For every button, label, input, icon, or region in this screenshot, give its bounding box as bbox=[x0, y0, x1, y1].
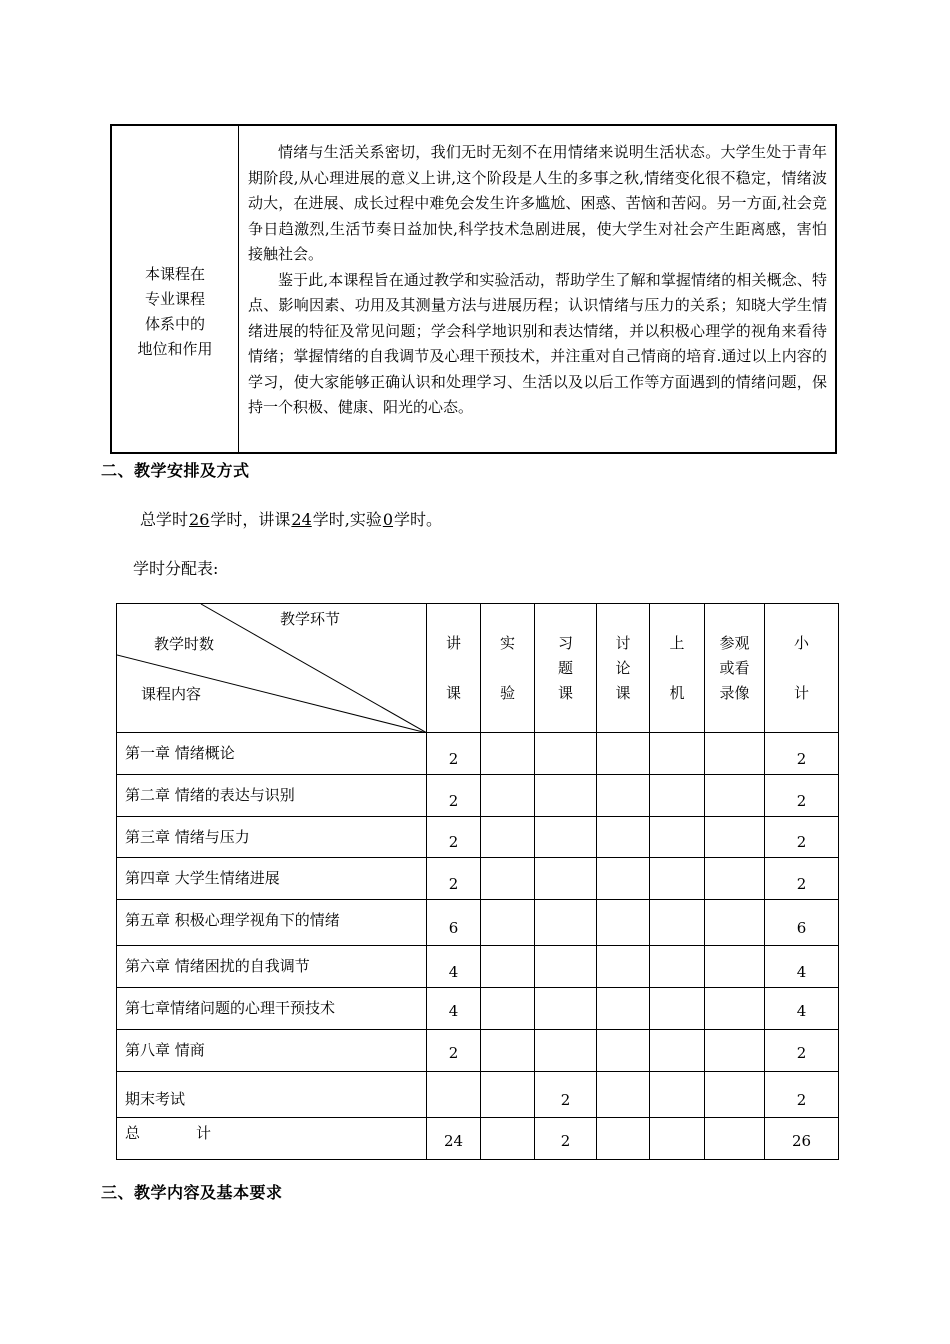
hours-cell bbox=[481, 988, 535, 1030]
header-exercise: 习 题 课 bbox=[535, 604, 597, 733]
header-subtotal: 小 计 bbox=[765, 604, 839, 733]
hours-cell bbox=[650, 1030, 705, 1072]
lecture-hours-value: 24 bbox=[291, 510, 312, 529]
position-label bbox=[112, 262, 238, 362]
section-3-heading: 三、教学内容及基本要求 bbox=[101, 1183, 283, 1202]
diagonal-corner-cell bbox=[117, 604, 427, 733]
hours-cell: 2 bbox=[765, 733, 839, 775]
course-position-box bbox=[110, 124, 837, 454]
hours-cell bbox=[481, 733, 535, 775]
hours-cell bbox=[481, 817, 535, 858]
header-visit-video: 参观 或看 录像 bbox=[705, 604, 765, 733]
hours-cell: 2 bbox=[765, 1030, 839, 1072]
hours-cell bbox=[597, 946, 650, 988]
table-row bbox=[117, 900, 839, 946]
hours-cell bbox=[597, 775, 650, 817]
hours-cell: 2 bbox=[535, 1072, 597, 1118]
hours-cell bbox=[705, 733, 765, 775]
position-paragraph-2: 鉴于此,本课程旨在通过教学和实验活动，帮助学生了解和掌握情绪的相关概念、特点、影响因素、功用及其测量方法与进展历程；认识情绪与压力的关系；知晓大学生情绪进展的特征及常见问题；学会科学地识别和表达情绪，并以积极心理学的视角来看待情绪；掌握情绪的自我调节及心理干预技术，并注重对自己情商的培育.通过以上内容的学习，使大家能够正确认识和处理学习、生活以及以后工作等方面遇到的情绪问题，保持一个积极、健康、阳光的心态。 bbox=[248, 270, 827, 416]
hours-cell bbox=[535, 900, 597, 946]
total-cell bbox=[597, 1118, 650, 1160]
hours-cell: 2 bbox=[427, 858, 481, 900]
hours-cell bbox=[535, 775, 597, 817]
hours-mid-1: 学时，讲课 bbox=[210, 510, 291, 529]
hours-cell: 2 bbox=[765, 858, 839, 900]
position-paragraph-1: 情绪与生活关系密切，我们无时无刻不在用情绪来说明生活状态。大学生处于青年期阶段,从心理进展的意义上讲,这个阶段是人生的多事之秋,情绪变化很不稳定，情绪波动大，在进展、成长过程中难免会发生许多尴尬、困惑、苦恼和苦闷。另一方面,社会竞争日趋激烈,生活节奏日益加快,科学技术急剧进展，使大学生对社会产生距离感，害怕接触社会。 bbox=[248, 143, 827, 263]
hours-cell bbox=[650, 1072, 705, 1118]
table-row bbox=[117, 988, 839, 1030]
table-row bbox=[117, 733, 839, 775]
hours-cell: 4 bbox=[765, 946, 839, 988]
table-total-row bbox=[117, 1118, 839, 1160]
total-label-cell bbox=[117, 1118, 427, 1160]
total-hours-value: 26 bbox=[189, 510, 210, 529]
hours-cell: 4 bbox=[427, 946, 481, 988]
hours-cell bbox=[535, 858, 597, 900]
hours-cell: 2 bbox=[427, 775, 481, 817]
hours-cell bbox=[535, 733, 597, 775]
hours-prefix: 总学时 bbox=[140, 510, 189, 529]
header-computer: 上 机 bbox=[650, 604, 705, 733]
chapter-cell: 第六章 情绪困扰的自我调节 bbox=[117, 946, 427, 988]
hours-cell: 2 bbox=[765, 817, 839, 858]
hours-cell bbox=[650, 733, 705, 775]
header-lecture: 讲 课 bbox=[427, 604, 481, 733]
position-label-line: 专业课程 bbox=[144, 289, 205, 308]
hours-cell bbox=[650, 775, 705, 817]
total-cell bbox=[650, 1118, 705, 1160]
hours-cell bbox=[705, 1072, 765, 1118]
hours-cell bbox=[650, 858, 705, 900]
corner-label-teaching-hours: 教学时数 bbox=[154, 635, 215, 653]
hours-cell bbox=[535, 946, 597, 988]
hours-cell: 2 bbox=[427, 817, 481, 858]
corner-label-teaching-step: 教学环节 bbox=[280, 610, 341, 628]
position-label-cell bbox=[112, 126, 239, 452]
hours-cell bbox=[535, 988, 597, 1030]
table-row bbox=[117, 817, 839, 858]
hours-cell: 2 bbox=[427, 733, 481, 775]
table-row bbox=[117, 1072, 839, 1118]
position-label-line: 本课程在 bbox=[144, 264, 205, 283]
hours-cell: 2 bbox=[765, 775, 839, 817]
hours-cell bbox=[597, 858, 650, 900]
chapter-cell: 第二章 情绪的表达与识别 bbox=[117, 775, 427, 817]
hours-cell bbox=[705, 946, 765, 988]
hours-cell bbox=[597, 988, 650, 1030]
distribution-table-caption: 学时分配表: bbox=[133, 559, 219, 578]
hours-cell bbox=[705, 775, 765, 817]
total-label-a: 总 bbox=[125, 1124, 141, 1142]
hours-cell bbox=[427, 1072, 481, 1118]
hours-cell bbox=[705, 858, 765, 900]
position-label-line: 地位和作用 bbox=[137, 339, 213, 358]
total-cell: 26 bbox=[765, 1118, 839, 1160]
total-cell bbox=[481, 1118, 535, 1160]
hours-cell: 2 bbox=[765, 1072, 839, 1118]
hours-cell bbox=[597, 1072, 650, 1118]
hours-cell bbox=[597, 900, 650, 946]
chapter-cell: 第八章 情商 bbox=[117, 1030, 427, 1072]
table-row bbox=[117, 946, 839, 988]
hours-cell bbox=[650, 900, 705, 946]
hours-cell bbox=[481, 775, 535, 817]
total-cell bbox=[705, 1118, 765, 1160]
total-hours-line bbox=[140, 507, 442, 530]
hours-distribution-table bbox=[116, 603, 839, 1160]
hours-cell bbox=[481, 858, 535, 900]
position-text-cell bbox=[239, 126, 835, 452]
hours-cell bbox=[650, 988, 705, 1030]
total-label-b: 计 bbox=[196, 1124, 212, 1142]
hours-cell bbox=[481, 900, 535, 946]
table-row bbox=[117, 1030, 839, 1072]
hours-cell: 2 bbox=[427, 1030, 481, 1072]
lab-hours-value: 0 bbox=[382, 510, 394, 529]
hours-cell: 6 bbox=[427, 900, 481, 946]
hours-cell: 4 bbox=[427, 988, 481, 1030]
chapter-cell: 第五章 积极心理学视角下的情绪 bbox=[117, 900, 427, 946]
hours-cell bbox=[705, 1030, 765, 1072]
chapter-cell: 第三章 情绪与压力 bbox=[117, 817, 427, 858]
hours-cell bbox=[597, 733, 650, 775]
total-cell: 24 bbox=[427, 1118, 481, 1160]
hours-cell bbox=[481, 1030, 535, 1072]
hours-cell bbox=[481, 1072, 535, 1118]
hours-cell bbox=[705, 817, 765, 858]
chapter-cell: 第七章情绪问题的心理干预技术 bbox=[117, 988, 427, 1030]
hours-cell bbox=[481, 946, 535, 988]
hours-cell bbox=[597, 817, 650, 858]
hours-suffix: 学时。 bbox=[394, 510, 443, 529]
chapter-cell: 期末考试 bbox=[117, 1072, 427, 1118]
corner-label-course-content: 课程内容 bbox=[141, 685, 202, 703]
hours-cell bbox=[535, 817, 597, 858]
total-cell: 2 bbox=[535, 1118, 597, 1160]
hours-cell bbox=[535, 1030, 597, 1072]
table-row bbox=[117, 858, 839, 900]
hours-cell bbox=[597, 1030, 650, 1072]
position-label-line: 体系中的 bbox=[144, 314, 205, 333]
hours-cell: 4 bbox=[765, 988, 839, 1030]
header-discussion: 讨 论 课 bbox=[597, 604, 650, 733]
hours-cell bbox=[705, 900, 765, 946]
hours-cell bbox=[650, 946, 705, 988]
table-header-row bbox=[117, 604, 839, 733]
corner-diagonal-lines bbox=[117, 604, 427, 733]
hours-cell bbox=[705, 988, 765, 1030]
chapter-cell: 第四章 大学生情绪进展 bbox=[117, 858, 427, 900]
hours-cell bbox=[650, 817, 705, 858]
hours-mid-2: 学时,实验 bbox=[312, 510, 382, 529]
chapter-cell: 第一章 情绪概论 bbox=[117, 733, 427, 775]
header-experiment: 实 验 bbox=[481, 604, 535, 733]
table-row bbox=[117, 775, 839, 817]
hours-cell: 6 bbox=[765, 900, 839, 946]
section-2-heading: 二、教学安排及方式 bbox=[101, 461, 250, 480]
